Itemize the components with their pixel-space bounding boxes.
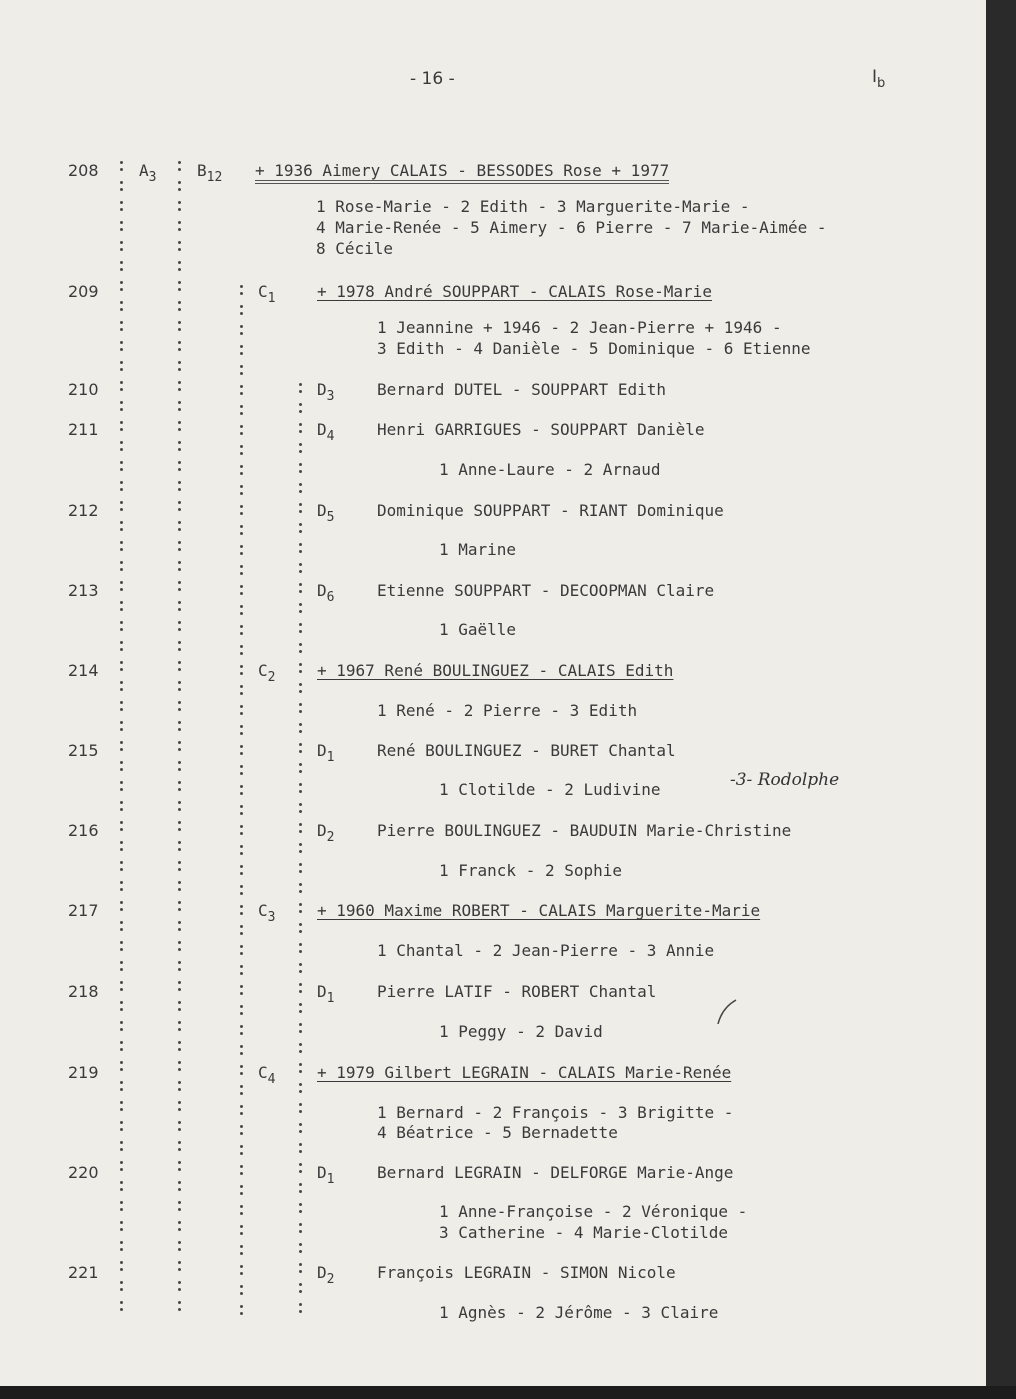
- entry-number: 216: [68, 821, 99, 840]
- page-number: - 16 -: [410, 69, 455, 89]
- generation-label: $D_1$: [317, 741, 335, 765]
- entry-number: 208: [68, 161, 99, 180]
- children-line: 1 Gaëlle: [439, 620, 517, 639]
- children-line: 4 Béatrice - 5 Bernadette: [377, 1123, 618, 1142]
- scan-border-right: [986, 0, 1016, 1399]
- entry-title: + 1979 Gilbert LEGRAIN - CALAIS Marie-Renée: [317, 1063, 732, 1082]
- children-line: 1 Clotilde - 2 Ludivine: [439, 780, 661, 799]
- entry-number: 215: [68, 741, 99, 760]
- children-line: 1 Chantal - 2 Jean-Pierre - 3 Annie: [377, 941, 715, 960]
- generation-label: $A_3$: [139, 161, 157, 185]
- children-line: 3 Edith - 4 Danièle - 5 Dominique - 6 Etienne: [377, 339, 811, 358]
- generation-label: $D_1$: [317, 982, 335, 1006]
- children-line: 1 Bernard - 2 François - 3 Brigitte -: [377, 1103, 734, 1122]
- generation-label: $B_{12}$: [197, 161, 223, 185]
- generation-label: $D_3$: [317, 380, 335, 404]
- pen-mark: [712, 998, 742, 1028]
- children-line: 1 Rose-Marie - 2 Edith - 3 Marguerite-Marie -: [316, 197, 750, 216]
- children-line: 1 Agnès - 2 Jérôme - 3 Claire: [439, 1303, 719, 1322]
- children-line: 1 Anne-Françoise - 2 Véronique -: [439, 1202, 748, 1221]
- generation-label: $D_4$: [317, 420, 335, 444]
- entry-title: Bernard LEGRAIN - DELFORGE Marie-Ange: [377, 1163, 734, 1182]
- children-line: 4 Marie-Renée - 5 Aimery - 6 Pierre - 7 Marie-Aimée -: [316, 218, 827, 237]
- entry-title: + 1978 André SOUPPART - CALAIS Rose-Marie: [317, 282, 712, 301]
- children-line: 1 Marine: [439, 540, 517, 559]
- children-line: 1 Peggy - 2 David: [439, 1022, 603, 1041]
- entry-number: 210: [68, 380, 99, 399]
- entry-number: 220: [68, 1163, 99, 1182]
- scan-border-bottom: [0, 1386, 1016, 1399]
- generation-label: $D_2$: [317, 821, 335, 845]
- children-line: 1 Anne-Laure - 2 Arnaud: [439, 460, 661, 479]
- entry-title: Henri GARRIGUES - SOUPPART Danièle: [377, 420, 705, 439]
- generation-label: $C_2$: [258, 661, 276, 685]
- entry-number: 218: [68, 982, 99, 1001]
- entry-title: René BOULINGUEZ - BURET Chantal: [377, 741, 676, 760]
- generation-label: $C_1$: [258, 282, 276, 306]
- entry-title: Dominique SOUPPART - RIANT Dominique: [377, 501, 724, 520]
- section-label: $I_b$: [872, 67, 886, 91]
- entry-title: + 1960 Maxime ROBERT - CALAIS Marguerite-Marie: [317, 901, 761, 920]
- generation-label: $D_2$: [317, 1263, 335, 1287]
- entry-title: Pierre BOULINGUEZ - BAUDUIN Marie-Christine: [377, 821, 792, 840]
- entry-title: François LEGRAIN - SIMON Nicole: [377, 1263, 676, 1282]
- generation-label: $D_5$: [317, 501, 335, 525]
- entry-number: 214: [68, 661, 99, 680]
- generation-label: $D_6$: [317, 581, 335, 605]
- entry-number: 211: [68, 420, 99, 439]
- children-line: 1 Franck - 2 Sophie: [439, 861, 623, 880]
- children-line: 8 Cécile: [316, 239, 394, 258]
- children-line: 1 René - 2 Pierre - 3 Edith: [377, 701, 638, 720]
- children-line: 1 Jeannine + 1946 - 2 Jean-Pierre + 1946 -: [377, 318, 782, 337]
- generation-label: $C_4$: [258, 1063, 276, 1087]
- entry-number: 209: [68, 282, 99, 301]
- entry-number: 217: [68, 901, 99, 920]
- entry-number: 221: [68, 1263, 99, 1282]
- entry-number: 212: [68, 501, 99, 520]
- entry-title: + 1936 Aimery CALAIS - BESSODES Rose + 1977: [255, 162, 669, 180]
- entry-title: Pierre LATIF - ROBERT Chantal: [377, 982, 657, 1001]
- entry-number: 213: [68, 581, 99, 600]
- generation-label: $D_1$: [317, 1163, 335, 1187]
- entry-title: + 1967 René BOULINGUEZ - CALAIS Edith: [317, 661, 674, 680]
- entry-title: Bernard DUTEL - SOUPPART Edith: [377, 380, 666, 399]
- handwritten-note: -3- Rodolphe: [730, 770, 840, 790]
- generation-label: $C_3$: [258, 901, 276, 925]
- entry-title: Etienne SOUPPART - DECOOPMAN Claire: [377, 581, 715, 600]
- children-line: 3 Catherine - 4 Marie-Clotilde: [439, 1223, 728, 1242]
- entry-number: 219: [68, 1063, 99, 1082]
